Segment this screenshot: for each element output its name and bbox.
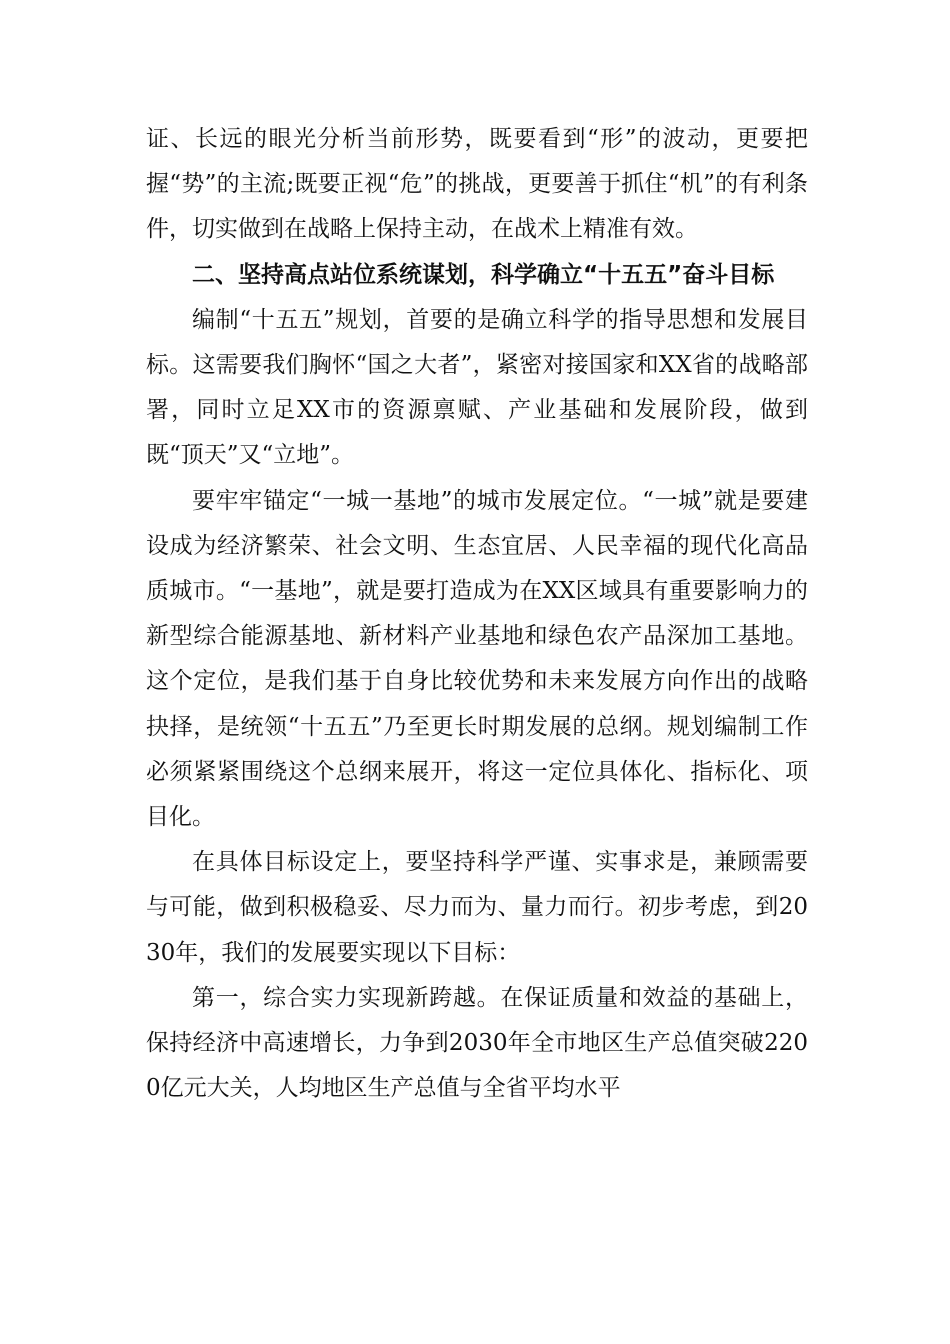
paragraph-planning-goals: 编制“十五五”规划，首要的是确立科学的指导思想和发展目标。这需要我们胸怀“国之大者”，紧密对接国家和XX省的战略部署，同时立足XX市的资源禀赋、产业基础和发展阶段，做到既“顶天”又“立地”。: [146, 306, 808, 469]
document-body: [146, 117, 808, 1111]
paragraph-target-setting: 在具体目标设定上，要坚持科学严谨、实事求是，兼顾需要与可能，做到积极稳妥、尽力而为、量力而行。初步考虑，到2030年，我们的发展要实现以下目标：: [146, 849, 808, 966]
paragraph-city-positioning: 要牢牢锚定“一城一基地”的城市发展定位。“一城”就是要建设成为经济繁荣、社会文明、生态宜居、人民幸福的现代化高品质城市。“一基地”，就是要打造成为在XX区域具有重要影响力的新型综合能源基地、新材料产业基地和绿色农产品深加工基地。这个定位，是我们基于自身比较优势和未来发展方向作出的战略抉择，是统领“十五五”乃至更长时期发展的总纲。规划编制工作必须紧紧围绕这个总纲来展开，将这一定位具体化、指标化、项目化。: [146, 487, 808, 831]
section-heading: 二、坚持高点站位系统谋划，科学确立“十五五”奋斗目标: [192, 261, 775, 288]
paragraph-first-target: 第一，综合实力实现新跨越。在保证质量和效益的基础上，保持经济中高速增长，力争到2030年全市地区生产总值突破2200亿元大关，人均地区生产总值与全省平均水平: [146, 984, 808, 1102]
paragraph-continuation: 证、长远的眼光分析当前形势，既要看到“形”的波动，更要把握“势”的主流;既要正视“危”的挑战，更要善于抓住“机”的有利条件，切实做到在战略上保持主动，在战术上精准有效。: [146, 126, 808, 243]
